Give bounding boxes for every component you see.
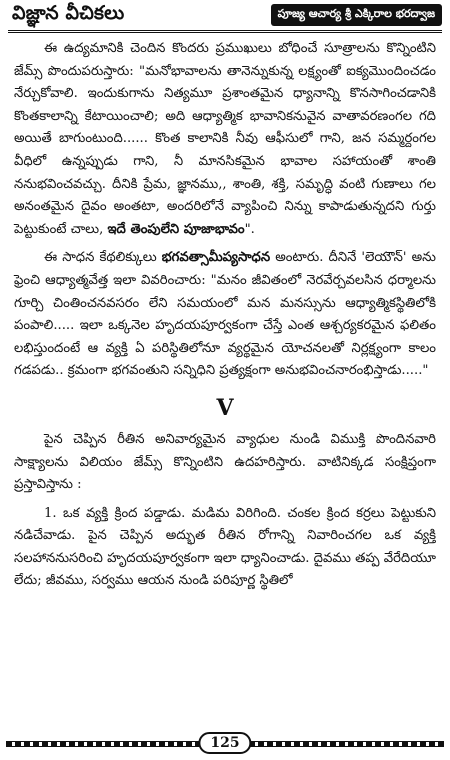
page-number: 125 <box>198 732 251 754</box>
emphasis: ఇదే తెంపులేని పూజాభావం <box>107 221 245 237</box>
section-heading: V <box>216 394 234 421</box>
page-header <box>8 0 442 33</box>
paragraph: 1. ఒక వ్యక్తి క్రింద పడ్డాడు. మడిమ విరిగింది. చంకల క్రింద కర్రలు పెట్టుకుని నడిచేవాడు. పైన చెప్పిన అద్భుత రీతిన రోగాన్ని నివారించగల ఒక వ్యక్తి సలహాననుసరించి హృదయపూర్వకంగా ఇలా ధ్యానించాడు. దైవము తప్ప వేరేదియూ లేదు; జీవము, సర్వము ఆయన నుండి పరిపూర్ణ స్థితిలో <box>14 505 436 589</box>
paragraph: ఈ ఉద్యమానికి చెందిన కొందరు ప్రముఖులు బోధించే సూత్రాలను కొన్నింటిని జేమ్స్ పొందుపరుస్తారు: "మనోభావాలను తానెన్నుకున్న లక్ష్యంతో ఐక్యమొందించడం నేర్చుకోవాలి. ఇందుకుగాను నిత్యమూ ప్రశాంతమైన ధ్యానాన్ని కొనసాగించడానికి కొంతకాలాన్ని కేటాయించాలి; అది ఆధ్యాత్మిక భావానికనువైన వాతావరణంగల గది అయితే బాగుంటుంది...... కొంత కాలానికి నీవు ఆఫీసులో గాని, జన సమ్మర్దంగల వీధిలో ఉన్నప్పుడు గాని, నీ మానసికమైన భావాల సహాయంతో శాంతి ననుభవించవచ్చు. దీనికి ప్రేమ, జ్ఞానము,, శాంతి, శక్తి, సమృద్ధి వంటి గుణాలు గల అనంతమైన దైవం అంతటా, అందరిలోనే వ్యాపించి నిన్ను కాపాడుతున్నదని గుర్తు పెట్టుకుంటే చాలు, ఇదే తెంపులేని పూజాభావం". <box>14 41 436 237</box>
page-footer <box>6 732 444 754</box>
book-title: విజ్ఞాన వీచికలు <box>12 2 125 24</box>
paragraph: పైన చెప్పిన రీతిన అనివార్యమైన వ్యాధుల నుండి విముక్తి పొందినవారి సాక్ష్యాలను విలియం జేమ్స్ కొన్నింటిని ఉదహరిస్తారు. వాటినిక్కడ సంక్షిప్తంగా ప్రస్తావిస్తాను : <box>14 431 436 493</box>
emphasis: భగవత్సామీప్యసాధన <box>161 250 271 266</box>
body-text <box>14 38 436 599</box>
paragraph: ఈ సాధన కేథలిక్కులు భగవత్సామీప్యసాధన అంటారు. దీనినే 'లెయౌన్' అను ఫ్రెంచి ఆధ్యాత్మవేత్త ఇలా వివరించారు: "మనం జీవితంలో నెరవేర్చవలసిన ధర్మాలను గూర్చి చింతించనవసరం లేని సమయంలో మన మనస్సును ఆధ్యాత్మికస్థితిలోకి పంపాలి..... ఇలా ఒక్కనెల హృదయపూర్వకంగా చేస్తే ఎంత ఆశ్చర్యకరమైన ఫలితం లభిస్తుందంటే ఆ వ్యక్తి ఏ పరిస్థితిలోనూ వ్యర్థమైన యోచనలతో నిర్లక్ష్యంగా కాలం గడపడు.. క్రమంగా భగవంతుని సన్నిధిని ప్రత్యక్షంగా అనుభవించనారంభిస్తాడు....." <box>14 250 436 379</box>
author-tag: పూజ్య ఆచార్య శ్రీ ఎక్కిరాల భరద్వాజ <box>271 4 442 26</box>
